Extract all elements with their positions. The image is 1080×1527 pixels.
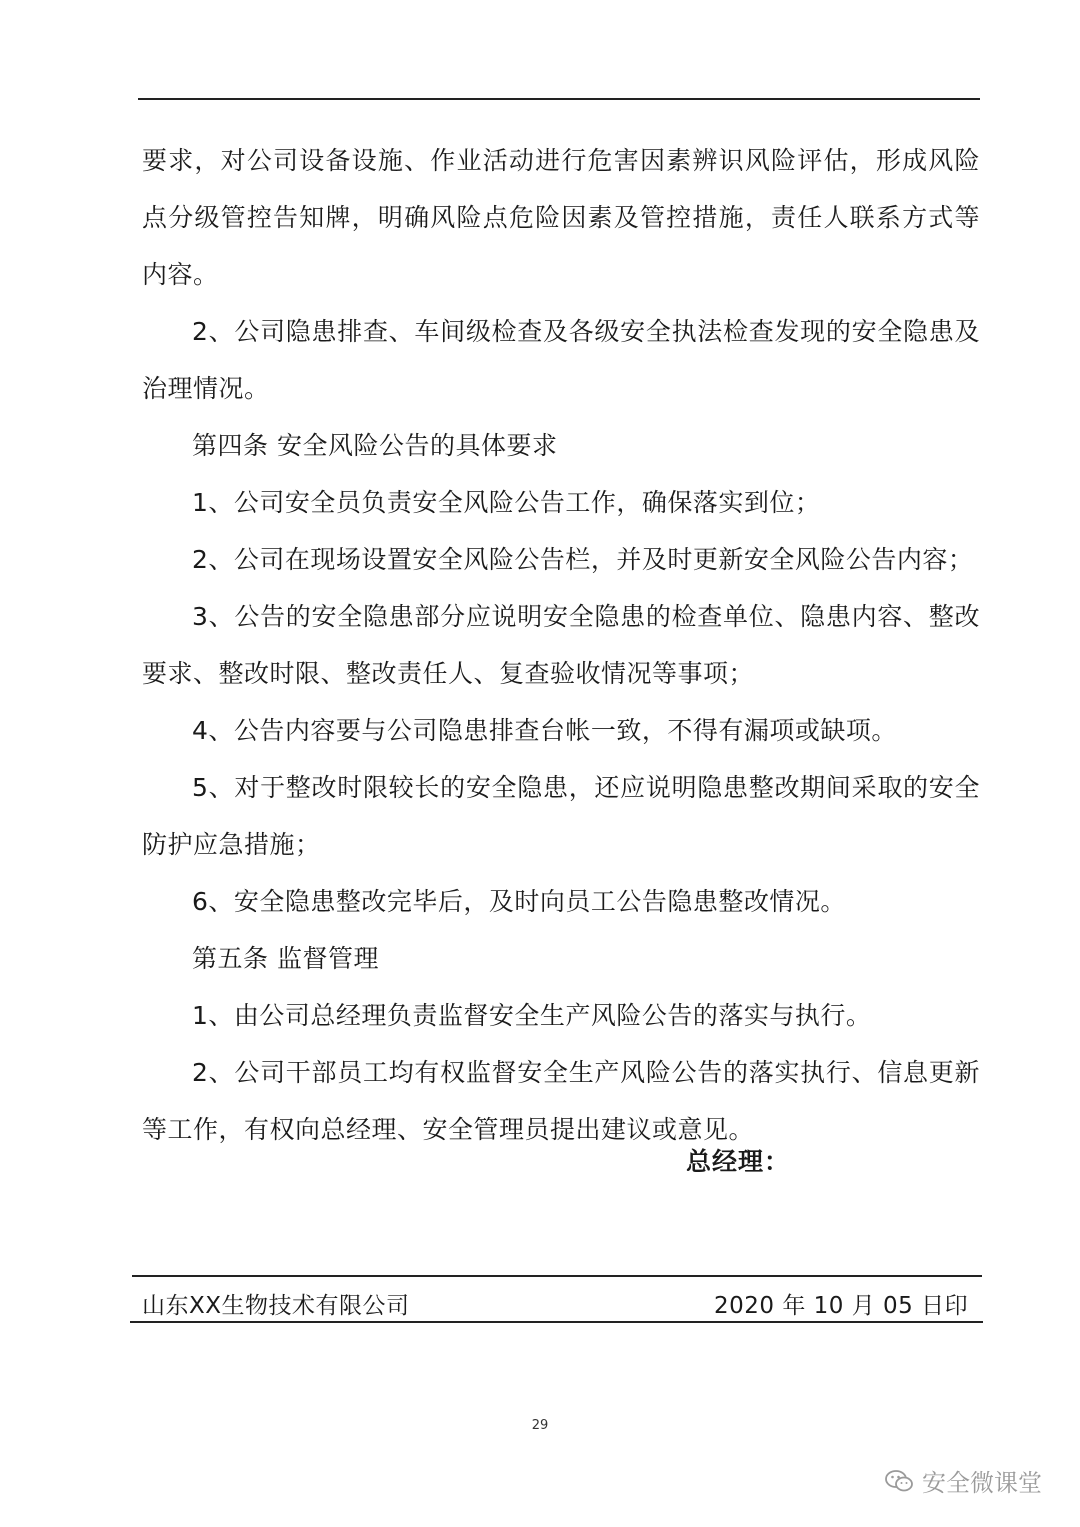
paragraph: 要求，对公司设备设施、作业活动进行危害因素辨识风险评估，形成风险点分级管控告知牌，明确风险点危险因素及管控措施，责任人联系方式等内容。 bbox=[142, 146, 980, 289]
footer-date: 2020 年 10 月 05 日印 bbox=[714, 1293, 969, 1319]
document-body bbox=[142, 132, 980, 1158]
watermark bbox=[884, 1463, 1042, 1498]
paragraph: 4、公告内容要与公司隐患排查台帐一致，不得有漏项或缺项。 bbox=[192, 716, 897, 745]
paragraph: 第五条 监督管理 bbox=[192, 944, 379, 973]
paragraph: 6、安全隐患整改完毕后，及时向员工公告隐患整改情况。 bbox=[192, 887, 846, 916]
footer-rule-top bbox=[132, 1275, 982, 1277]
page-number: 29 bbox=[531, 1418, 549, 1433]
paragraph: 5、对于整改时限较长的安全隐患，还应说明隐患整改期间采取的安全防护应急措施； bbox=[142, 773, 980, 859]
footer-rule-bottom bbox=[130, 1321, 983, 1323]
watermark-text: 安全微课堂 bbox=[922, 1469, 1042, 1497]
wechat-icon bbox=[884, 1468, 914, 1494]
signature-label: 总经理： bbox=[686, 1147, 791, 1176]
header-rule bbox=[138, 98, 980, 100]
footer-company: 山东XX生物技术有限公司 bbox=[142, 1293, 410, 1319]
paragraph: 2、公司在现场设置安全风险公告栏，并及时更新安全风险公告内容； bbox=[192, 545, 974, 574]
paragraph: 1、由公司总经理负责监督安全生产风险公告的落实与执行。 bbox=[192, 1001, 872, 1030]
paragraph: 3、公告的安全隐患部分应说明安全隐患的检查单位、隐患内容、整改要求、整改时限、整改责任人、复查验收情况等事项； bbox=[142, 602, 980, 688]
paragraph: 2、公司干部员工均有权监督安全生产风险公告的落实执行、信息更新等工作，有权向总经理、安全管理员提出建议或意见。 bbox=[142, 1058, 980, 1144]
paragraph: 1、公司安全员负责安全风险公告工作，确保落实到位； bbox=[192, 488, 821, 517]
paragraph: 第四条 安全风险公告的具体要求 bbox=[192, 431, 558, 460]
paragraph: 2、公司隐患排查、车间级检查及各级安全执法检查发现的安全隐患及治理情况。 bbox=[142, 317, 980, 403]
